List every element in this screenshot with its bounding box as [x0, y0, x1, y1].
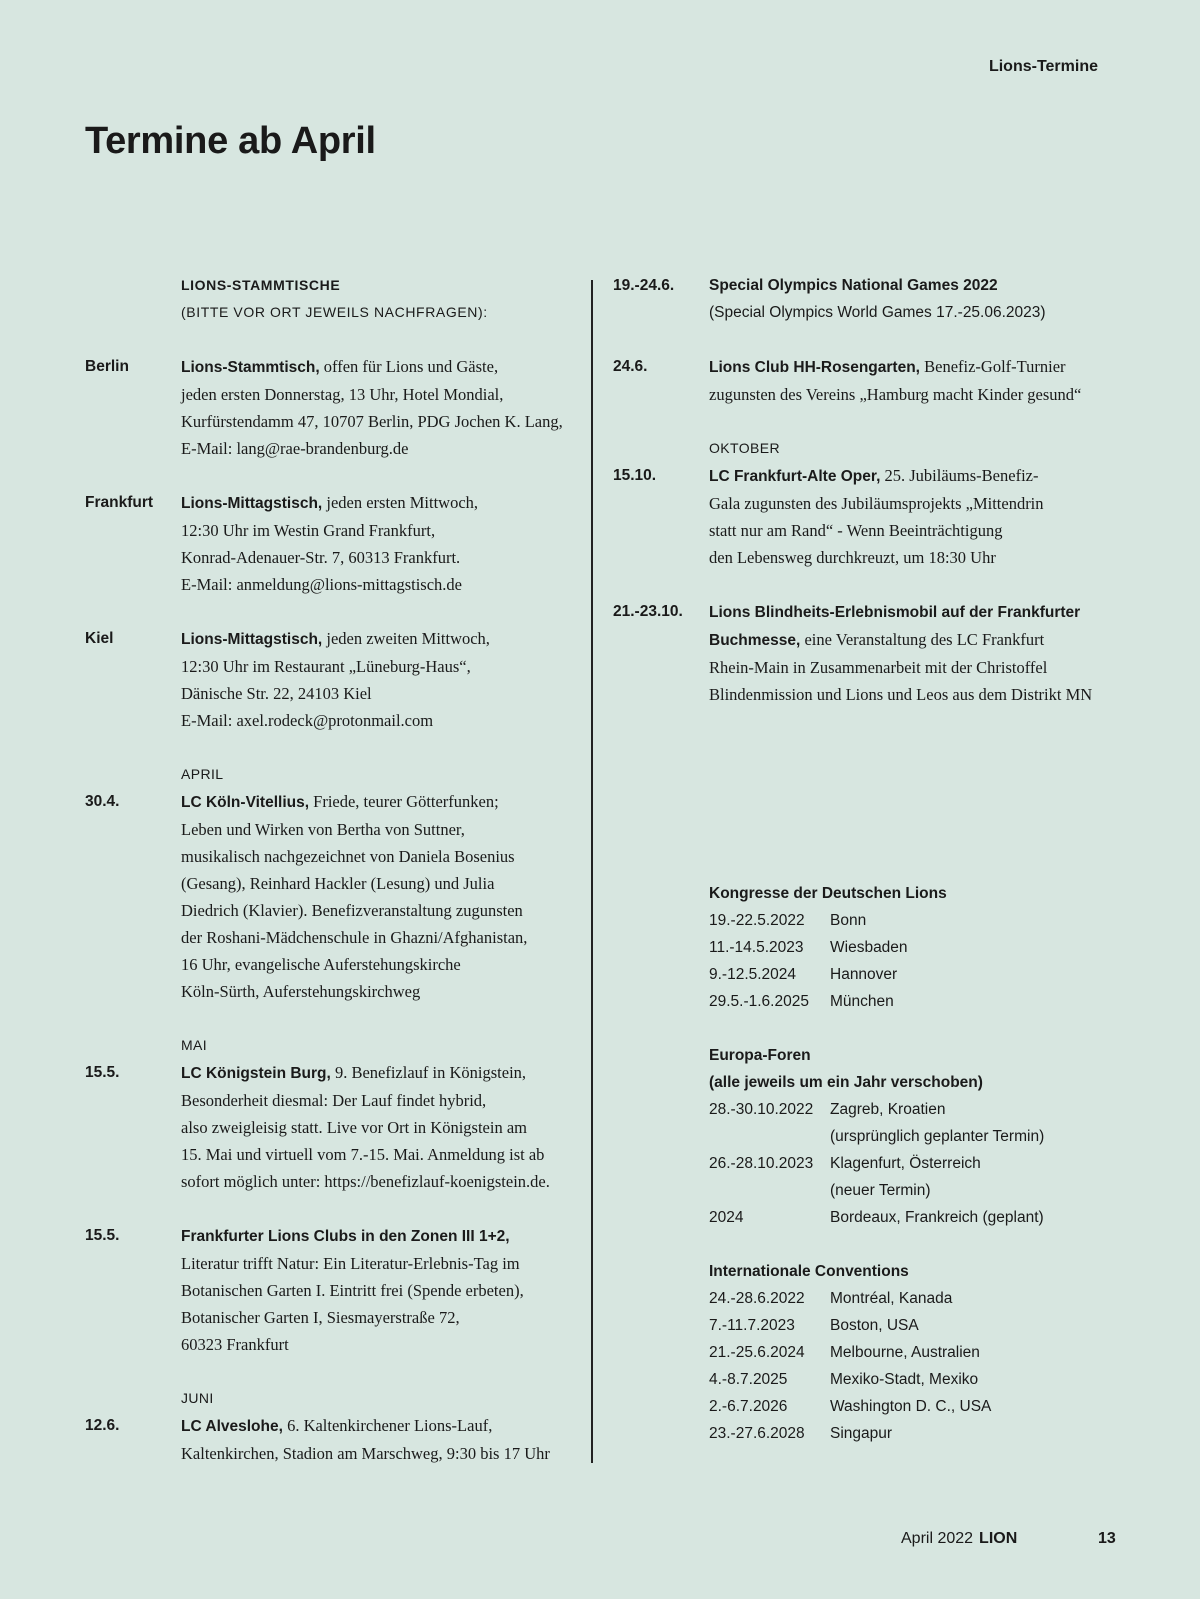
- list-row: [709, 961, 1200, 988]
- list-date: 26.-28.10.2023: [709, 1155, 814, 1172]
- entry-date: 12.6.: [85, 1417, 120, 1434]
- list-date: 2024: [709, 1209, 744, 1226]
- europa-subtitle: (alle jeweils um ein Jahr verschoben): [709, 1074, 983, 1091]
- list-date: 21.-25.6.2024: [709, 1344, 805, 1361]
- entry-email: E-Mail: anmeldung@lions-mittagstisch.de: [181, 575, 462, 594]
- entry-title: LC Köln-Vitellius,: [181, 794, 310, 811]
- list-row: [709, 1204, 1200, 1231]
- list-row: [709, 988, 1200, 1015]
- entry-email: E-Mail: lang@rae-brandenburg.de: [181, 439, 409, 458]
- entry-email: E-Mail: axel.rodeck@protonmail.com: [181, 711, 434, 730]
- entry-place: Kiel: [85, 630, 114, 647]
- list-place: (neuer Termin): [830, 1182, 931, 1199]
- entry-text: Diedrich (Klavier). Benefizveranstaltung zugunsten: [181, 901, 523, 920]
- entry-body: [181, 489, 575, 598]
- europa-title: Europa-Foren: [709, 1047, 811, 1064]
- list-row: [709, 1339, 1200, 1366]
- entry-text: Botanischen Garten I. Eintritt frei (Spende erbeten),: [181, 1281, 524, 1300]
- entry-text: Botanischer Garten I, Siesmayerstraße 72,: [181, 1308, 460, 1327]
- entry-text: 12:30 Uhr im Westin Grand Frankfurt,: [181, 521, 436, 540]
- list-place: Montréal, Kanada: [830, 1290, 953, 1307]
- list-place: Hannover: [830, 966, 898, 983]
- entry-alveslohe: [85, 1412, 575, 1467]
- entry-body: [181, 1059, 575, 1195]
- stammtisch-heading: LIONS-STAMMTISCHE: [181, 277, 341, 293]
- month-label-april: APRIL: [181, 766, 224, 782]
- entry-title: LC Frankfurt-Alte Oper,: [709, 468, 881, 485]
- entry-text: Leben und Wirken von Bertha von Suttner,: [181, 820, 465, 839]
- entry-body: [181, 625, 575, 734]
- list-place: Mexiko-Stadt, Mexiko: [830, 1371, 979, 1388]
- entry-title: Lions-Mittagstisch,: [181, 495, 323, 512]
- list-date: 29.5.-1.6.2025: [709, 993, 809, 1010]
- column-divider: [591, 280, 593, 1463]
- entry-title: LC Königstein Burg,: [181, 1065, 331, 1082]
- list-row: [709, 1177, 1200, 1204]
- entry-title: Special Olympics National Games 2022: [709, 277, 998, 294]
- entry-text: sofort möglich unter: https://benefizlauf-koenigstein.de.: [181, 1172, 550, 1191]
- entry-body: [709, 462, 1133, 571]
- list-date: 7.-11.7.2023: [709, 1317, 795, 1334]
- entry-text: 9. Benefizlauf in Königstein,: [334, 1063, 527, 1082]
- entry-title: Lions-Stammtisch,: [181, 359, 320, 376]
- list-place: Boston, USA: [830, 1317, 919, 1334]
- entry-text: 6. Kaltenkirchener Lions-Lauf,: [287, 1416, 493, 1435]
- entry-special-olympics: [613, 272, 1133, 326]
- list-place: Melbourne, Australien: [830, 1344, 980, 1361]
- entry-hh-rosengarten: [613, 353, 1133, 408]
- left-column: [85, 272, 575, 1467]
- list-date: 19.-22.5.2022: [709, 912, 805, 929]
- entry-alte-oper: [613, 462, 1133, 571]
- entry-title: LC Alveslohe,: [181, 1418, 283, 1435]
- footer-issue-date: April 2022: [901, 1530, 974, 1547]
- list-row: [709, 907, 1200, 934]
- list-row: [709, 1096, 1200, 1123]
- entry-title: Lions Blindheits-Erlebnismobil auf der Frankfurter: [709, 604, 1081, 621]
- footer-magazine-name: LION: [979, 1530, 1018, 1547]
- month-label-juni: JUNI: [181, 1390, 214, 1406]
- entry-text: Gala zugunsten des Jubiläumsprojekts „Mittendrin: [709, 494, 1044, 513]
- list-row: [709, 1150, 1200, 1177]
- entry-text: 25. Jubiläums-Benefiz-: [884, 466, 1039, 485]
- list-row: [709, 1312, 1200, 1339]
- entry-date: 30.4.: [85, 793, 120, 810]
- stammtisch-heading-block: [85, 272, 575, 326]
- entry-place: Frankfurt: [85, 494, 154, 511]
- list-date: 9.-12.5.2024: [709, 966, 797, 983]
- entry-text: Benefiz-Golf-Turnier: [924, 357, 1066, 376]
- entry-frankfurter-lions: [85, 1222, 575, 1358]
- entry-text: jeden zweiten Mittwoch,: [326, 629, 490, 648]
- entry-place: Berlin: [85, 358, 129, 375]
- list-date: [709, 1123, 830, 1150]
- entry-buchmesse: [613, 598, 1133, 708]
- entry-text: musikalisch nachgezeichnet von Daniela Bosenius: [181, 847, 515, 866]
- entry-text: zugunsten des Vereins „Hamburg macht Kinder gesund“: [709, 385, 1082, 404]
- entry-date: 15.10.: [613, 467, 657, 484]
- list-date: 11.-14.5.2023: [709, 939, 804, 956]
- section-header: Lions-Termine: [988, 58, 1098, 75]
- entry-title: Frankfurter Lions Clubs in den Zonen III 1+2,: [181, 1228, 510, 1245]
- entry-text: Friede, teurer Götterfunken;: [313, 792, 499, 811]
- entry-text: 60323 Frankfurt: [181, 1335, 289, 1354]
- list-date: [709, 1177, 830, 1204]
- list-row: [709, 1420, 1200, 1447]
- list-row: [709, 1123, 1200, 1150]
- list-date: 23.-27.6.2028: [709, 1425, 805, 1442]
- kongresse-title: Kongresse der Deutschen Lions: [709, 885, 947, 902]
- list-date: 2.-6.7.2026: [709, 1398, 788, 1415]
- entry-text: Dänische Str. 22, 24103 Kiel: [181, 684, 372, 703]
- page-number: 13: [1098, 1530, 1116, 1547]
- entry-frankfurt: [85, 489, 575, 598]
- month-label-mai: MAI: [181, 1037, 208, 1053]
- entry-text: also zweigleisig statt. Live vor Ort in Königstein am: [181, 1118, 527, 1137]
- entry-body: [181, 788, 575, 1005]
- entry-text: statt nur am Rand“ - Wenn Beeinträchtigung: [709, 521, 1003, 540]
- list-row: [709, 934, 1200, 961]
- list-place: Bonn: [830, 912, 867, 929]
- entry-text: 16 Uhr, evangelische Auferstehungskirche: [181, 955, 461, 974]
- entry-koenigstein: [85, 1059, 575, 1195]
- entry-date: 15.5.: [85, 1064, 120, 1081]
- list-date: 28.-30.10.2022: [709, 1101, 814, 1118]
- list-row: [709, 1285, 1200, 1312]
- entry-text: 15. Mai und virtuell vom 7.-15. Mai. Anmeldung ist ab: [181, 1145, 545, 1164]
- entry-title: Buchmesse,: [709, 632, 801, 649]
- month-label-oktober: OKTOBER: [709, 440, 781, 456]
- right-column: [613, 272, 1133, 1442]
- entry-text: offen für Lions und Gäste,: [323, 357, 499, 376]
- list-date: 24.-28.6.2022: [709, 1290, 805, 1307]
- entry-title: Lions Club HH-Rosengarten,: [709, 359, 920, 376]
- entry-body: [181, 1222, 575, 1358]
- entry-text: Besonderheit diesmal: Der Lauf findet hybrid,: [181, 1091, 487, 1110]
- entry-body: [181, 353, 575, 462]
- list-place: München: [830, 993, 894, 1010]
- entry-date: 15.5.: [85, 1227, 120, 1244]
- entry-body: [709, 272, 1133, 326]
- entry-text: (Special Olympics World Games 17.-25.06.2023): [709, 304, 1046, 321]
- entry-date: 24.6.: [613, 358, 648, 375]
- entry-text: Konrad-Adenauer-Str. 7, 60313 Frankfurt.: [181, 548, 461, 567]
- list-row: [709, 1393, 1200, 1420]
- list-place: (ursprünglich geplanter Termin): [830, 1128, 1045, 1145]
- entry-text: 12:30 Uhr im Restaurant „Lüneburg-Haus“,: [181, 657, 471, 676]
- entry-text: jeden ersten Mittwoch,: [326, 493, 479, 512]
- entry-body: [709, 598, 1133, 708]
- list-place: Washington D. C., USA: [830, 1398, 992, 1415]
- entry-text: Kurfürstendamm 47, 10707 Berlin, PDG Jochen K. Lang,: [181, 412, 563, 431]
- page-title: Termine ab April: [85, 120, 376, 162]
- entry-text: der Roshani-Mädchenschule in Ghazni/Afghanistan,: [181, 928, 528, 947]
- list-place: Wiesbaden: [830, 939, 908, 956]
- entry-text: eine Veranstaltung des LC Frankfurt: [804, 630, 1045, 649]
- kongresse-list: [613, 880, 1200, 1447]
- list-place: Bordeaux, Frankreich (geplant): [830, 1209, 1044, 1226]
- entry-text: den Lebensweg durchkreuzt, um 18:30 Uhr: [709, 548, 996, 567]
- list-place: Klagenfurt, Österreich: [830, 1155, 981, 1172]
- footer-issue: [901, 1530, 1017, 1548]
- list-date: 4.-8.7.2025: [709, 1371, 788, 1388]
- entry-body: [709, 353, 1133, 408]
- list-place: Zagreb, Kroatien: [830, 1101, 946, 1118]
- entry-title: Lions-Mittagstisch,: [181, 631, 323, 648]
- entry-text: Literatur trifft Natur: Ein Literatur-Erlebnis-Tag im: [181, 1254, 520, 1273]
- entry-berlin: [85, 353, 575, 462]
- entry-date: 19.-24.6.: [613, 277, 675, 294]
- entry-text: Rhein-Main in Zusammenarbeit mit der Christoffel: [709, 658, 1048, 677]
- list-place: Singapur: [830, 1425, 893, 1442]
- entry-date: 21.-23.10.: [613, 603, 683, 620]
- stammtisch-subheading: (BITTE VOR ORT JEWEILS NACHFRAGEN):: [181, 304, 488, 320]
- entry-text: jeden ersten Donnerstag, 13 Uhr, Hotel Mondial,: [181, 385, 504, 404]
- entry-text: Blindenmission und Lions und Leos aus dem Distrikt MN: [709, 685, 1093, 704]
- entry-text: Köln-Sürth, Auferstehungskirchweg: [181, 982, 421, 1001]
- entry-koeln: [85, 788, 575, 1005]
- list-row: [709, 1366, 1200, 1393]
- entry-kiel: [85, 625, 575, 734]
- conventions-title: Internationale Conventions: [709, 1263, 909, 1280]
- entry-text: Kaltenkirchen, Stadion am Marschweg, 9:30 bis 17 Uhr: [181, 1444, 550, 1463]
- entry-text: (Gesang), Reinhard Hackler (Lesung) und Julia: [181, 874, 495, 893]
- entry-body: [181, 1412, 575, 1467]
